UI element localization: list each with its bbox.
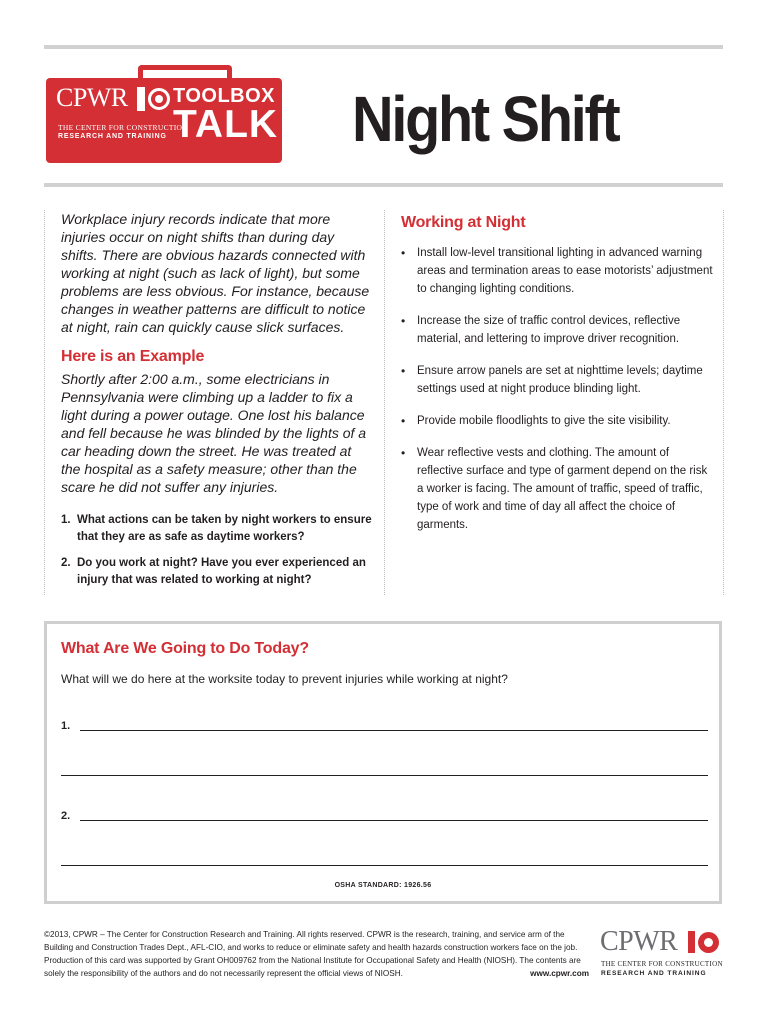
example-paragraph: Shortly after 2:00 a.m., some electricians in Pennsylvania were climbing up a ladder to fix a light during a power outage. One lost his balance and fell because he was blinded by the lights of a car heading down the street. He was treated at the hospital as a safety measure; other than the scare he did not suffer any injuries. — [61, 371, 367, 495]
logo-subtitle-2: RESEARCH AND TRAINING — [58, 133, 167, 140]
footer-logo-subtitle-1: THE CENTER FOR CONSTRUCTION — [601, 960, 723, 968]
footer-copyright — [44, 928, 589, 980]
logo-talk-text: TALK — [173, 103, 279, 146]
today-action-box — [44, 621, 722, 904]
top-rule — [44, 45, 723, 49]
example-heading: Here is an Example — [61, 348, 205, 365]
header-rule — [44, 183, 723, 187]
logo-cpwr-text: CPWR — [56, 83, 128, 112]
answer-1-line[interactable] — [80, 730, 708, 731]
working-at-night-heading: Working at Night — [401, 214, 526, 231]
question-text: What actions can be taken by night workers to ensure that they are as safe as daytime workers? — [77, 514, 372, 543]
left-column — [44, 210, 374, 595]
logo-circle-mark — [148, 88, 170, 110]
footer-logo-cpwr-text: CPWR — [600, 926, 678, 957]
discussion-questions — [61, 512, 374, 589]
footer-url-link[interactable]: www.cpwr.com — [530, 969, 589, 978]
logo-bar-mark — [137, 87, 145, 111]
question-number: 1. — [61, 514, 71, 526]
answer-2-line-2[interactable] — [61, 865, 708, 866]
footer-logo-subtitle-2: RESEARCH AND TRAINING — [601, 970, 707, 977]
footer-logo-bar-mark — [688, 931, 695, 953]
answer-1-line-2[interactable] — [61, 775, 708, 776]
question-item — [61, 512, 374, 546]
answer-1-label: 1. — [61, 720, 71, 732]
question-item — [61, 555, 374, 589]
list-item: • Ensure arrow panels are set at nighttime levels; daytime settings used at night produce blinding light. — [401, 362, 713, 398]
list-item: • Increase the size of traffic control devices, reflective material, and lettering to improve driver recognition. — [401, 312, 713, 348]
answer-2-label: 2. — [61, 810, 71, 822]
question-number: 2. — [61, 557, 71, 569]
right-column — [384, 210, 724, 595]
logo-subtitle-1: THE CENTER FOR CONSTRUCTION — [58, 123, 188, 132]
page-title: Night Shift — [352, 83, 619, 155]
answer-2-line[interactable] — [80, 820, 708, 821]
logo-toolbox-text: TOOLBOX — [173, 85, 276, 107]
today-heading: What Are We Going to Do Today? — [61, 640, 309, 657]
safety-tips-list — [401, 244, 713, 534]
footer-logo-circle-mark — [698, 932, 719, 953]
list-item: • Wear reflective vests and clothing. The amount of reflective surface and type of garment depend on the risk a worker is facing. The amount of traffic, speed of traffic, type of work and time of day all affect the choice of garments. — [401, 444, 713, 534]
list-item: • Provide mobile floodlights to give the site visibility. — [401, 412, 713, 430]
cpwr-toolbox-talk-logo — [46, 65, 282, 165]
osha-standard: OSHA STANDARD: 1926.56 — [334, 882, 432, 889]
footer-text: ©2013, CPWR – The Center for Construction Research and Training. All rights reserved. CPWR is the research, training, and service arm of the Building and Construction Trades Dept., AFL-CIO, and works to reduce or eliminate safety and health hazards construction workers face on the job. Production of this card was supported by Grant OH009762 from the National Institute for Occupational Safety and Health (NIOSH). The contents are solely the responsibility of the authors and do not necessarily represent the official views of NIOSH. — [44, 930, 581, 978]
list-item: • Install low-level transitional lighting in advanced warning areas and termination areas to ease motorists’ adjustment to changing lighting conditions. — [401, 244, 713, 298]
today-question: What will we do here at the worksite today to prevent injuries while working at night? — [61, 672, 508, 686]
intro-paragraph: Workplace injury records indicate that more injuries occur on night shifts than during day shifts. There are obvious hazards connected with working at night (such as lack of light), but some problems are less obvious. For instance, because changes in weather patterns are difficult to notice at night, rain can quickly cause slick surfaces. — [61, 211, 370, 335]
question-text: Do you work at night? Have you ever experienced an injury that was related to working at night? — [77, 557, 366, 586]
